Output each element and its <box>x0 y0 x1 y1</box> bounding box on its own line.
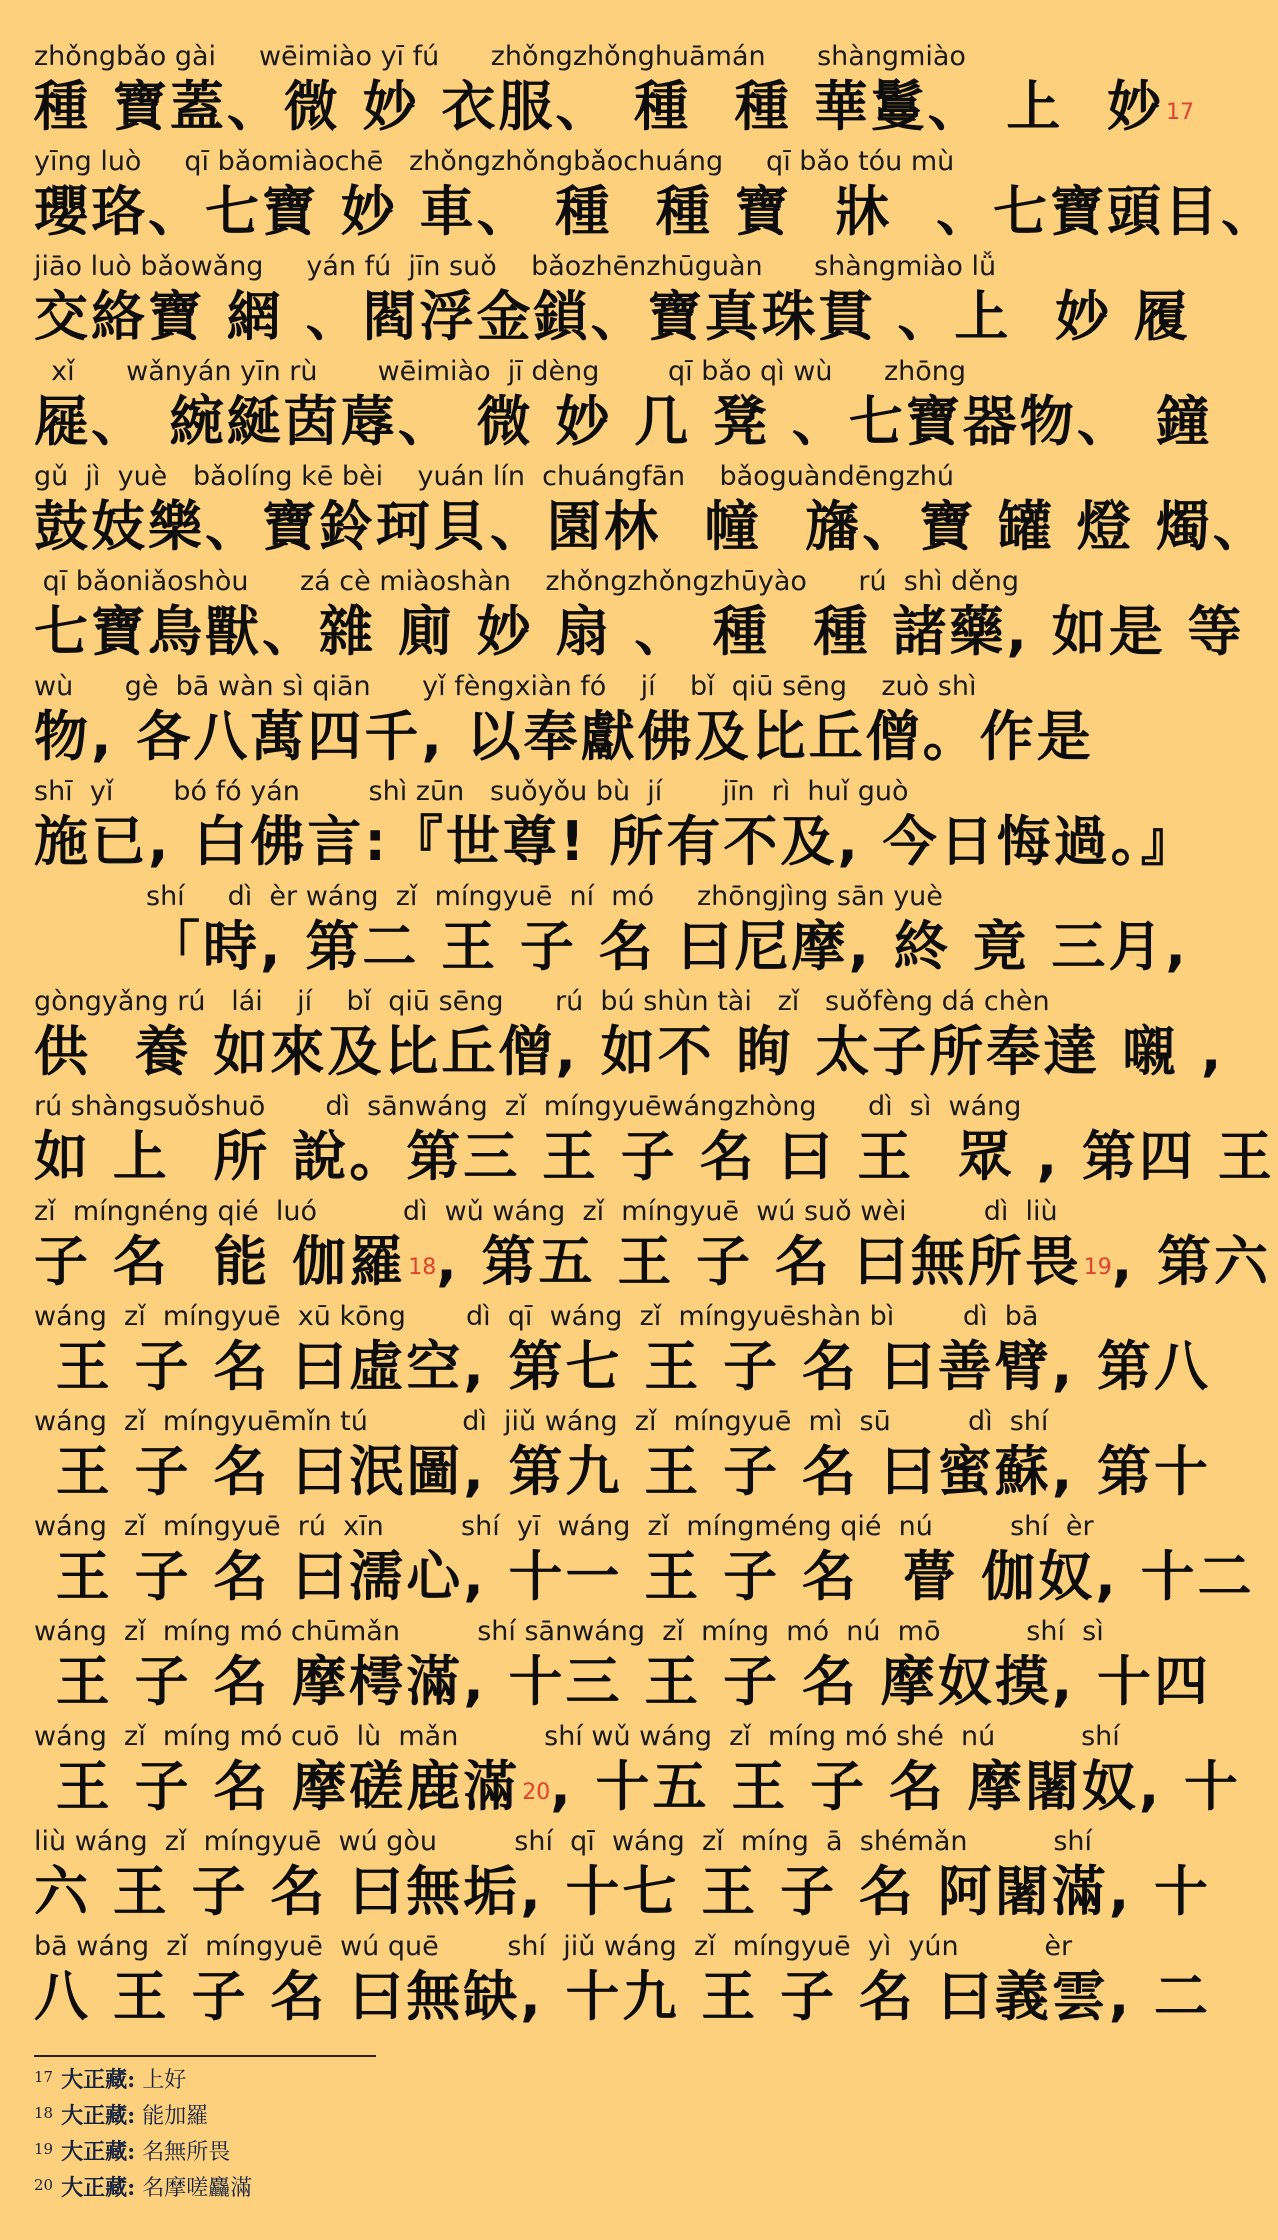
pinyin-line: zǐ míngnéng qié luó dì wǔ wáng zǐ míngyuē wú suǒ wèi dì liù <box>34 1196 1058 1227</box>
verse-line <box>34 1825 1212 1930</box>
footnotes <box>34 2062 634 2206</box>
footnote-text: 能加羅 <box>135 2104 209 2129</box>
footnote-text: 名無所畏 <box>135 2140 231 2165</box>
footnote-item <box>34 2170 634 2206</box>
footnote-text: 名摩嗟麤滿 <box>135 2176 253 2201</box>
footnote-divider <box>34 2055 376 2057</box>
verse-line <box>34 145 1278 250</box>
hanzi-text: 如 上 所 說。第三 王 子 名 曰 王 眾 , 第四 王 <box>34 1125 1275 1188</box>
hanzi-text: 王 子 名 摩磋鹿滿 <box>34 1755 521 1818</box>
hanzi-line <box>34 704 1094 770</box>
hanzi-line <box>34 1439 1212 1505</box>
verse-line <box>34 1090 1275 1195</box>
verse-line <box>34 565 1245 670</box>
hanzi-text: , 第五 王 子 名 曰無所畏 <box>436 1230 1082 1293</box>
verse-line <box>34 250 1191 355</box>
footnote-marker: 18 <box>408 1255 437 1280</box>
hanzi-text: 王 子 名 摩樗滿, 十三 王 子 名 摩奴摸, 十四 <box>34 1650 1212 1713</box>
verse-line <box>34 460 1270 565</box>
hanzi-text: 王 子 名 曰虛空, 第七 王 子 名 曰善臂, 第八 <box>34 1335 1212 1398</box>
footnote-source: 大正藏: <box>61 2067 136 2093</box>
footnote-item <box>34 2134 634 2170</box>
pinyin-line: wù gè bā wàn sì qiān yǐ fèngxiàn fó jí bǐ qiū sēng zuò shì <box>34 671 977 702</box>
verse-line <box>34 985 1225 1090</box>
hanzi-line <box>34 599 1245 665</box>
hanzi-line <box>34 1124 1275 1190</box>
hanzi-text: , 第六 <box>1111 1230 1272 1293</box>
hanzi-text: 子 名 能 伽羅 <box>34 1230 407 1293</box>
sutra-verse-block <box>34 40 1278 2035</box>
hanzi-text: 「時, 第二 王 子 名 曰尼摩, 終 竟 三月, <box>146 915 1189 978</box>
hanzi-line <box>34 1019 1225 1085</box>
verse-line <box>34 355 1213 460</box>
verse-line <box>34 1720 1242 1825</box>
hanzi-text: 瓔珞、七寶 妙 車、 種 種 寶 牀 、七寶頭目、 <box>34 180 1278 243</box>
hanzi-text: 七寶鳥獸、雜 廁 妙 扇 、 種 種 諸藥, 如是 等 <box>34 600 1245 663</box>
pinyin-line: wáng zǐ míng mó chūmǎn shí sānwáng zǐ míng mó nú mō shí sì <box>34 1616 1104 1647</box>
pinyin-line: wáng zǐ míngyuēmǐn tú dì jiǔ wáng zǐ míngyuē mì sū dì shí <box>34 1406 1049 1437</box>
hanzi-text: 種 寶蓋、微 妙 衣服、 種 種 華鬘、 上 妙 <box>34 75 1164 138</box>
footnote-number: 20 <box>34 2176 54 2194</box>
pinyin-line: bā wáng zǐ míngyuē wú quē shí jiǔ wáng zǐ míngyuē yì yún èr <box>34 1931 1073 1962</box>
hanzi-line <box>34 1334 1212 1400</box>
pinyin-line: qī bǎoniǎoshòu zá cè miàoshàn zhǒngzhǒngzhūyào rú shì děng <box>34 566 1020 597</box>
pinyin-line: yīng luò qī bǎomiàochē zhǒngzhǒngbǎochuáng qī bǎo tóu mù <box>34 146 955 177</box>
verse-line <box>34 1510 1255 1615</box>
verse-line <box>34 1615 1212 1720</box>
footnote-item <box>34 2098 634 2134</box>
pinyin-line: gòngyǎng rú lái jí bǐ qiū sēng rú bú shùn tài zǐ suǒfèng dá chèn <box>34 986 1050 1017</box>
hanzi-line <box>34 284 1191 350</box>
footnote-number: 18 <box>34 2104 54 2122</box>
pinyin-line: xǐ wǎnyán yīn rù wēimiào jī dèng qī bǎo qì wù zhōng <box>34 356 967 387</box>
verse-line <box>34 1195 1272 1300</box>
footnote-item <box>34 2062 634 2098</box>
footnote-source: 大正藏: <box>61 2139 136 2165</box>
hanzi-line <box>34 1859 1212 1925</box>
hanzi-text: 王 子 名 曰濡心, 十一 王 子 名 瞢 伽奴, 十二 <box>34 1545 1255 1608</box>
hanzi-text: , 十五 王 子 名 摩闍奴, 十 <box>550 1755 1242 1818</box>
verse-line <box>34 775 1198 880</box>
pinyin-line: liù wáng zǐ míngyuē wú gòu shí qī wáng zǐ míng ā shémǎn shí <box>34 1826 1093 1857</box>
verse-line <box>34 1930 1212 2035</box>
hanzi-line <box>34 1649 1212 1715</box>
hanzi-text: 施已, 白佛言:『世尊! 所有不及, 今日悔過。』 <box>34 810 1198 873</box>
hanzi-line <box>34 1544 1255 1610</box>
pinyin-line: zhǒngbǎo gài wēimiào yī fú zhǒngzhǒnghuāmán shàngmiào <box>34 41 966 72</box>
footnote-marker: 20 <box>522 1780 551 1805</box>
hanzi-line <box>34 389 1213 455</box>
hanzi-text: 鼓妓樂、寶鈴珂貝、園林 幢 旛、寶 罐 燈 燭、 <box>34 495 1270 558</box>
hanzi-text: 物, 各八萬四千, 以奉獻佛及比丘僧。作是 <box>34 705 1094 768</box>
hanzi-line <box>34 1964 1212 2030</box>
verse-line <box>34 670 1094 775</box>
pinyin-line: shí dì èr wáng zǐ míngyuē ní mó zhōngjìng sān yuè <box>146 881 943 912</box>
verse-line <box>34 1405 1212 1510</box>
hanzi-text: 八 王 子 名 曰無缺, 十九 王 子 名 曰義雲, 二 <box>34 1965 1212 2028</box>
footnote-source: 大正藏: <box>61 2175 136 2201</box>
hanzi-line <box>34 179 1278 245</box>
hanzi-line <box>34 1754 1242 1820</box>
hanzi-text: 屣、 綩綖茵蓐、 微 妙 几 凳 、七寶器物、 鐘 <box>34 390 1213 453</box>
footnote-number: 19 <box>34 2140 54 2158</box>
pinyin-line: gǔ jì yuè bǎolíng kē bèi yuán lín chuángfān bǎoguàndēngzhú <box>34 461 954 492</box>
hanzi-text: 供 養 如來及比丘僧, 如不 眴 太子所奉達 嚫 , <box>34 1020 1225 1083</box>
hanzi-line <box>34 809 1198 875</box>
hanzi-line <box>34 74 1194 140</box>
pinyin-line: wáng zǐ míngyuē xū kōng dì qī wáng zǐ míngyuēshàn bì dì bā <box>34 1301 1039 1332</box>
verse-line <box>34 1300 1212 1405</box>
hanzi-line <box>146 914 1189 980</box>
hanzi-text: 交絡寶 網 、閻浮金鎖、寶真珠貫 、上 妙 履 <box>34 285 1191 348</box>
footnote-marker: 17 <box>1166 100 1194 125</box>
pinyin-line: rú shàngsuǒshuō dì sānwáng zǐ míngyuēwángzhòng dì sì wáng <box>34 1091 1022 1122</box>
footnote-text: 上好 <box>135 2068 187 2093</box>
hanzi-line <box>34 494 1270 560</box>
verse-line <box>34 880 1189 985</box>
pinyin-line: jiāo luò bǎowǎng yán fú jīn suǒ bǎozhēnzhūguàn shàngmiào lǚ <box>34 251 997 282</box>
footnote-marker: 19 <box>1083 1255 1112 1280</box>
hanzi-text: 王 子 名 曰泯圖, 第九 王 子 名 曰蜜蘇, 第十 <box>34 1440 1212 1503</box>
verse-line <box>34 40 1194 145</box>
footnote-source: 大正藏: <box>61 2103 136 2129</box>
pinyin-line: shī yǐ bó fó yán shì zūn suǒyǒu bù jí jīn rì huǐ guò <box>34 776 909 807</box>
footnote-number: 17 <box>34 2068 54 2086</box>
hanzi-line <box>34 1229 1272 1295</box>
pinyin-line: wáng zǐ míng mó cuō lù mǎn shí wǔ wáng zǐ míng mó shé nú shí <box>34 1721 1120 1752</box>
hanzi-text: 六 王 子 名 曰無垢, 十七 王 子 名 阿闍滿, 十 <box>34 1860 1212 1923</box>
pinyin-line: wáng zǐ míngyuē rú xīn shí yī wáng zǐ míngméng qié nú shí èr <box>34 1511 1094 1542</box>
